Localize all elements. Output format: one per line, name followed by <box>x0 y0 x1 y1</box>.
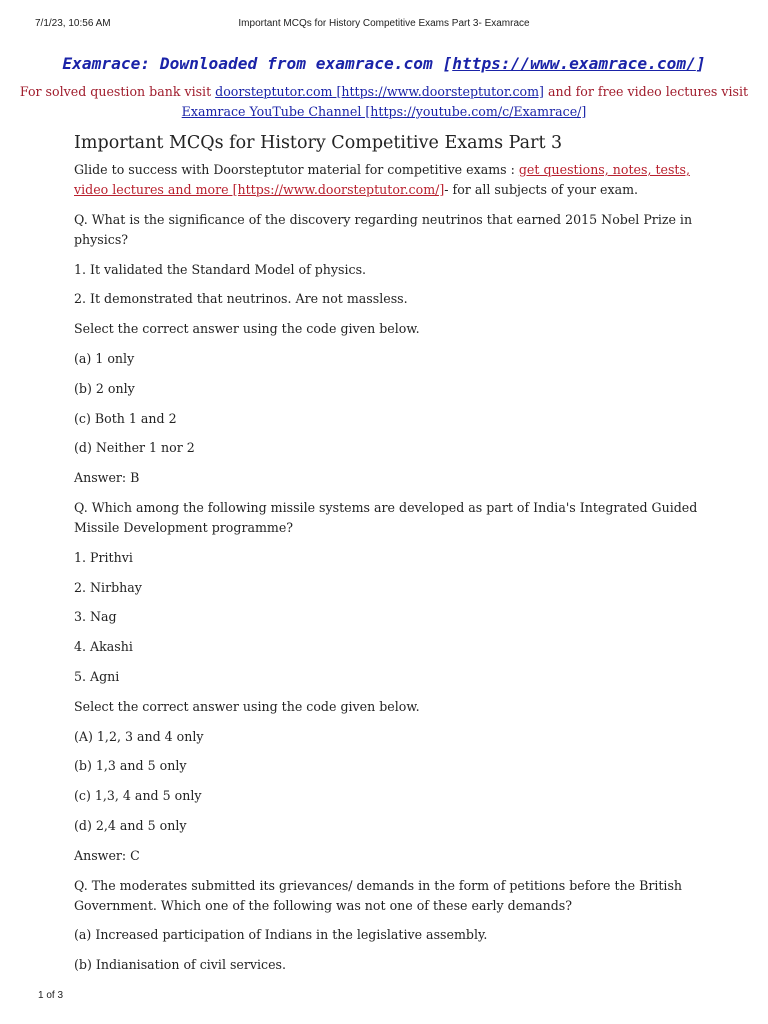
print-page-title: Important MCQs for History Competitive Exams Part 3- Examrace <box>238 18 530 29</box>
print-datetime: 7/1/23, 10:56 AM <box>35 18 111 29</box>
q1-option-d: (d) Neither 1 nor 2 <box>74 440 195 456</box>
question-2: Q. Which among the following missile systems are developed as part of India's Integrated Guided Missile Development programme? <box>74 499 698 535</box>
page-counter: 1 of 3 <box>38 990 64 1001</box>
article-intro <box>74 160 714 200</box>
intro-suffix: - for all subjects of your exam. <box>444 182 639 197</box>
intro-prefix: Glide to success with Doorsteptutor material for competitive exams : <box>74 162 519 177</box>
youtube-channel-link[interactable]: Examrace YouTube Channel [https://youtube.com/c/Examrace/] <box>181 104 587 119</box>
q1-option-a: (a) 1 only <box>74 350 135 366</box>
q2-option-b: (b) 1,3 and 5 only <box>74 758 187 774</box>
solved-question-bank-notice <box>0 82 768 122</box>
article-title: Important MCQs for History Competitive Exams Part 3 <box>74 133 563 153</box>
q3-option-a: (a) Increased participation of Indians in the legislative assembly. <box>74 927 488 943</box>
question-1: Q. What is the significance of the discovery regarding neutrinos that earned 2015 Nobel Prize in physics? <box>74 211 693 247</box>
banner-text-end: ] <box>695 54 706 73</box>
q2-instruction: Select the correct answer using the code given below. <box>74 698 420 714</box>
q3-option-b: (b) Indianisation of civil services. <box>74 957 287 973</box>
q2-item-1: 1. Prithvi <box>74 549 133 565</box>
print-header <box>0 14 768 34</box>
doorsteptutor-link[interactable]: doorsteptutor.com [https://www.doorsteptutor.com] <box>215 84 544 99</box>
examrace-banner <box>0 54 768 73</box>
doorsteptutor-material-link[interactable]: get questions, notes, tests, video lectures and more [https://www.doorsteptutor.com/] <box>74 162 690 197</box>
banner-link[interactable]: https://www.examrace.com/ <box>452 54 696 73</box>
q2-item-3: 3. Nag <box>74 609 117 625</box>
q2-item-4: 4. Akashi <box>74 639 133 655</box>
q1-option-c: (c) Both 1 and 2 <box>74 410 177 426</box>
q2-option-d: (d) 2,4 and 5 only <box>74 817 187 833</box>
solved-prefix: For solved question bank visit <box>19 84 216 99</box>
question-3: Q. The moderates submitted its grievances/ demands in the form of petitions before the British Government. Which one of the following was not one of these early demands? <box>74 877 683 913</box>
q1-statement-1: 1. It validated the Standard Model of physics. <box>74 261 367 277</box>
q2-option-c: (c) 1,3, 4 and 5 only <box>74 788 202 804</box>
q2-answer: Answer: C <box>74 847 140 863</box>
q2-item-5: 5. Agni <box>74 668 120 684</box>
solved-middle: and for free video lectures visit <box>543 84 749 99</box>
q1-option-b: (b) 2 only <box>74 380 135 396</box>
q1-answer: Answer: B <box>74 470 140 486</box>
q2-item-2: 2. Nirbhay <box>74 579 142 595</box>
q1-statement-2: 2. It demonstrated that neutrinos. Are not massless. <box>74 291 408 307</box>
q2-option-a: (A) 1,2, 3 and 4 only <box>74 728 204 744</box>
q1-instruction: Select the correct answer using the code given below. <box>74 321 420 337</box>
article-content <box>74 132 714 985</box>
banner-text: Examrace: Downloaded from examrace.com [ <box>62 54 453 73</box>
